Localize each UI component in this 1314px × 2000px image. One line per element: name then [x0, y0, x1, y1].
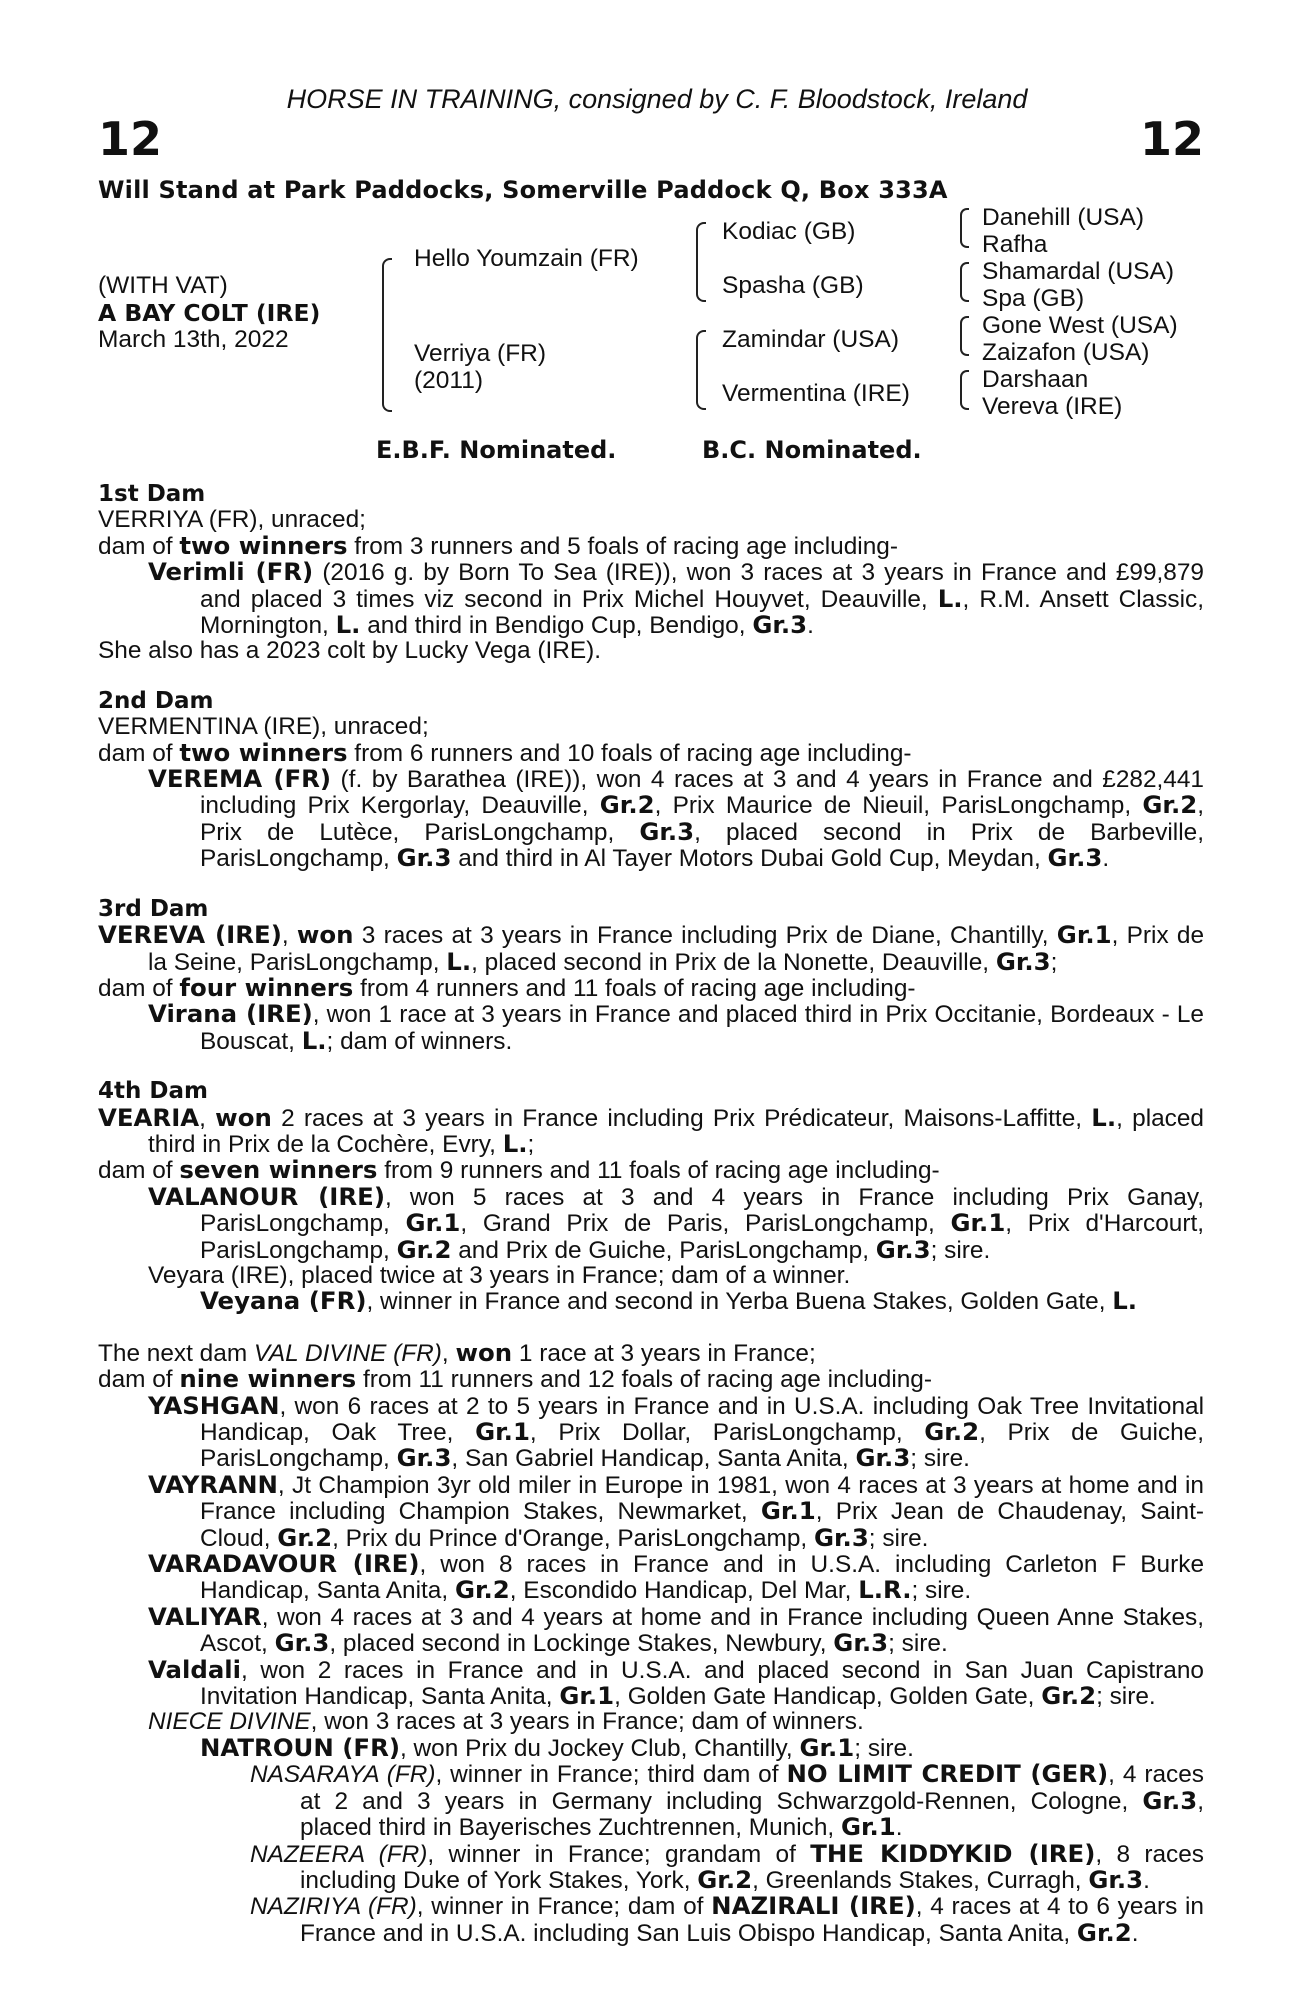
brace-ss: [960, 208, 969, 248]
ebf-nominated: E.B.F. Nominated.: [376, 436, 617, 464]
ancestor-dds: Darshaan: [982, 366, 1089, 393]
page-heading: HORSE IN TRAINING, consigned by C. F. Bloodstock, Ireland: [286, 84, 1028, 114]
dam3-progeny-virana: Virana (IRE), won 1 race at 3 years in France and placed third in Prix Occitanie, Bordeaux - Le Bouscat, L.; dam of winners.: [148, 999, 1204, 1055]
dam4-progeny-valanour: VALANOUR (IRE), won 5 races at 3 and 4 years in France including Prix Ganay, ParisLongchamp, Gr.1, Grand Prix de Paris, ParisLongchamp, Gr.1, Prix d'Harcourt, ParisLongchamp, Gr.2 and Prix de Guiche, ParisLongchamp, Gr.3; sire.: [148, 1181, 1205, 1264]
horse-name: A BAY COLT (IRE): [98, 299, 321, 327]
brace-sire: [696, 222, 706, 302]
dam1-progeny-verimli: Verimli (FR) (2016 g. by Born To Sea (IRE)), won 3 races at 3 years in France and £99,879 and placed 3 times viz second in Prix Michel Houyvet, Deauville, L., R.M. Ansett Classic, Mornington, L. and third in Bendigo Cup, Bendigo, Gr.3.: [148, 557, 1205, 640]
ancestor-sds: Shamardal (USA): [982, 258, 1174, 285]
progeny-valiyar: VALIYAR, won 4 races at 3 and 4 years at home and in France including Queen Anne Stakes, Ascot, Gr.3, placed second in Lockinge Stakes, Newbury, Gr.3; sire.: [148, 1601, 1204, 1658]
dam4-progeny-veyana: Veyana (FR), winner in France and second in Yerba Buena Stakes, Golden Gate, L.: [200, 1286, 1138, 1316]
dam1-also: She also has a 2023 colt by Lucky Vega (IRE).: [98, 637, 602, 665]
dam-dam: Vermentina (IRE): [722, 380, 910, 407]
ancestor-ssd: Rafha: [982, 231, 1048, 258]
brace-main: [382, 258, 392, 412]
dam-line-text: [98, 482, 1204, 1946]
progeny-vayrann: VAYRANN, Jt Champion 3yr old miler in Europe in 1981, won 4 races at 3 years at home and in France including Champion Stakes, Newmarket, Gr.1, Prix Jean de Chaudenay, Saint-Cloud, Gr.2, Prix du Prince d'Orange, ParisLongchamp, Gr.3; sire.: [148, 1469, 1205, 1552]
ancestor-sss: Danehill (USA): [982, 204, 1145, 231]
next-dam-produce: dam of nine winners from 11 runners and 12 foals of racing age including-: [98, 1364, 932, 1394]
ancestor-dss: Gone West (USA): [982, 312, 1178, 339]
stand-location: Will Stand at Park Paddocks, Somerville Paddock Q, Box 333A: [98, 176, 948, 204]
dam-sire: Zamindar (USA): [722, 326, 899, 353]
section-title-3rd-dam: 3rd Dam: [98, 895, 209, 922]
brace-ds: [960, 316, 969, 356]
dam2-produce: dam of two winners from 6 runners and 10 foals of racing age including-: [98, 737, 912, 767]
section-title-2nd-dam: 2nd Dam: [98, 687, 214, 714]
dam4-progeny-veyara: Veyara (IRE), placed twice at 3 years in France; dam of a winner.: [148, 1261, 851, 1289]
vat-note: (WITH VAT): [98, 272, 228, 299]
progeny-naziriya: NAZIRIYA (FR), winner in France; dam of NAZIRALI (IRE), 4 races at 4 to 6 years in France and in U.S.A. including San Luis Obispo Handicap, Santa Anita, Gr.2.: [250, 1891, 1204, 1947]
progeny-nazeera: NAZEERA (FR), winner in France; grandam of THE KIDDYKID (IRE), 8 races including Duke of York Stakes, York, Gr.2, Greenlands Stakes, Curragh, Gr.3.: [250, 1838, 1204, 1894]
dam2-line: VERMENTINA (IRE), unraced;: [98, 713, 429, 741]
foaling-date: March 13th, 2022: [98, 326, 289, 353]
sire-name: Hello Youmzain (FR): [414, 245, 639, 272]
dam4-line: VEARIA, won 2 races at 3 years in France including Prix Prédicateur, Maisons-Laffitte, L., placed third in Prix de la Cochère, Evry, L.;: [98, 1102, 1204, 1158]
progeny-varadavour: VARADAVOUR (IRE), won 8 races in France and in U.S.A. including Carleton F Burke Handicap, Santa Anita, Gr.2, Escondido Handicap, Del Mar, L.R.; sire.: [148, 1549, 1205, 1605]
dam-year: (2011): [414, 367, 484, 394]
brace-sd: [960, 262, 969, 302]
lot-number-left: 12: [98, 112, 163, 166]
sire-dam: Spasha (GB): [722, 272, 864, 299]
dam-name: Verriya (FR): [414, 340, 547, 367]
section-title-4th-dam: 4th Dam: [98, 1078, 208, 1105]
progeny-valdali: Valdali, won 2 races in France and in U.S.A. and placed second in San Juan Capistrano Invitation Handicap, Santa Anita, Gr.1, Golden Gate Handicap, Golden Gate, Gr.2; sire.: [148, 1654, 1204, 1711]
lot-number-right: 12: [1139, 112, 1204, 166]
dam4-produce: dam of seven winners from 9 runners and 11 foals of racing age including-: [98, 1155, 940, 1185]
progeny-natroun: NATROUN (FR), won Prix du Jockey Club, Chantilly, Gr.1; sire.: [200, 1732, 914, 1762]
brace-dam: [696, 330, 706, 410]
bc-nominated: B.C. Nominated.: [702, 436, 922, 464]
ancestor-sdd: Spa (GB): [982, 285, 1085, 312]
dam1-line: VERRIYA (FR), unraced;: [98, 506, 366, 534]
dam2-progeny-verema: VEREMA (FR) (f. by Barathea (IRE)), won 4 races at 3 and 4 years in France and £282,441 including Prix Kergorlay, Deauville, Gr.2, Prix Maurice de Nieuil, ParisLongchamp, Gr.2, Prix de Lutèce, ParisLongchamp, Gr.3, placed second in Prix de Barbeville, ParisLongchamp, Gr.3 and third in Al Tayer Motors Dubai Gold Cup, Meydan, Gr.3.: [148, 764, 1204, 873]
ancestor-dsd: Zaizafon (USA): [982, 339, 1150, 366]
next-dam-line: The next dam VAL DIVINE (FR), won 1 race at 3 years in France;: [98, 1337, 816, 1367]
progeny-niece-divine: NIECE DIVINE, won 3 races at 3 years in France; dam of winners.: [148, 1708, 864, 1736]
dam1-produce: dam of two winners from 3 runners and 5 foals of racing age including-: [98, 530, 898, 560]
dam3-produce: dam of four winners from 4 runners and 11 foals of racing age including-: [98, 972, 916, 1002]
progeny-nasaraya: NASARAYA (FR), winner in France; third dam of NO LIMIT CREDIT (GER), 4 races at 2 and 3 years in Germany including Schwarzgold-Rennen, Cologne, Gr.3, placed third in Bayerisches Zuchtrennen, Munich, Gr.1.: [250, 1759, 1204, 1842]
sire-sire: Kodiac (GB): [722, 218, 856, 245]
brace-dd: [960, 370, 969, 410]
section-title-1st-dam: 1st Dam: [98, 481, 206, 507]
dam3-line: VEREVA (IRE), won 3 races at 3 years in France including Prix de Diane, Chantilly, Gr.1, Prix de la Seine, ParisLongchamp, L., placed second in Prix de la Nonette, Deauville, Gr.3;: [98, 920, 1205, 976]
progeny-yashgan: YASHGAN, won 6 races at 2 to 5 years in France and in U.S.A. including Oak Tree Invitational Handicap, Oak Tree, Gr.1, Prix Dollar, ParisLongchamp, Gr.2, Prix de Guiche, ParisLongchamp, Gr.3, San Gabriel Handicap, Santa Anita, Gr.3; sire.: [148, 1390, 1204, 1473]
ancestor-ddd: Vereva (IRE): [982, 393, 1123, 420]
